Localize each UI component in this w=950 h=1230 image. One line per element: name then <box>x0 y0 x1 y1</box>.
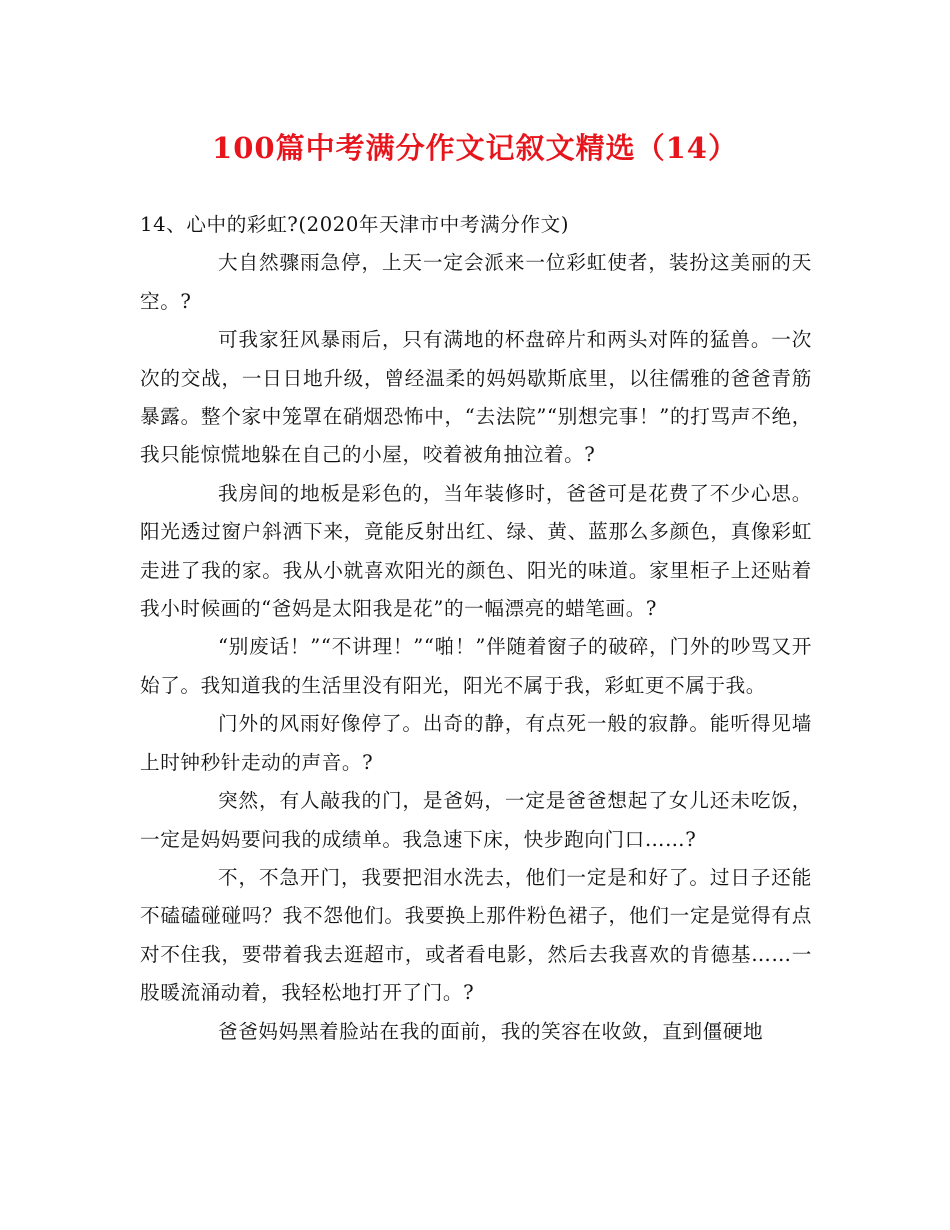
paragraph-6: 突然，有人敲我的门，是爸妈，一定是爸爸想起了女儿还未吃饭，一定是妈妈要问我的成绩单。我急速下床，快步跑向门口……? <box>140 789 812 851</box>
paragraph-8: 爸爸妈妈黑着脸站在我的面前，我的笑容在收敛，直到僵硬地 <box>218 1019 764 1043</box>
paragraph-2: 可我家狂风暴雨后，只有满地的杯盘碎片和两头对阵的猛兽。一次次的交战，一日日地升级，曾经温柔的妈妈歇斯底里，以往儒雅的爸爸青筋暴露。整个家中笼罩在硝烟恐怖中，“去法院”“别想完事！”的打骂声不绝，我只能惊慌地躲在自己的小屋，咬着被角抽泣着。? <box>140 328 812 467</box>
paragraph-1: 大自然骤雨急停，上天一定会派来一位彩虹使者，装扮这美丽的天空。? <box>140 251 812 313</box>
essay-heading: 14、心中的彩虹?(2020年天津市中考满分作文) <box>140 213 570 236</box>
document-title: 100篇中考满分作文记叙文精选（14） <box>212 131 738 165</box>
document-body <box>140 206 812 1051</box>
paragraph-4: “别废话！”“不讲理！”“啪！”伴随着窗子的破碎，门外的吵骂又开始了。我知道我的生活里没有阳光，阳光不属于我，彩虹更不属于我。 <box>140 635 812 697</box>
paragraph-5: 门外的风雨好像停了。出奇的静，有点死一般的寂静。能听得见墙上时钟秒针走动的声音。? <box>140 712 812 774</box>
paragraph-3: 我房间的地板是彩色的，当年装修时，爸爸可是花费了不少心思。阳光透过窗户斜洒下来，竟能反射出红、绿、黄、蓝那么多颜色，真像彩虹走进了我的家。我从小就喜欢阳光的颜色、阳光的味道。家里柜子上还贴着我小时候画的“爸妈是太阳我是花”的一幅漂亮的蜡笔画。? <box>140 481 812 621</box>
paragraph-7: 不，不急开门，我要把泪水洗去，他们一定是和好了。过日子还能不磕磕碰碰吗？我不怨他们。我要换上那件粉色裙子，他们一定是觉得有点对不住我，要带着我去逛超市，或者看电影，然后去我喜欢的肯德基……一股暖流涌动着，我轻松地打开了门。? <box>140 865 812 1005</box>
